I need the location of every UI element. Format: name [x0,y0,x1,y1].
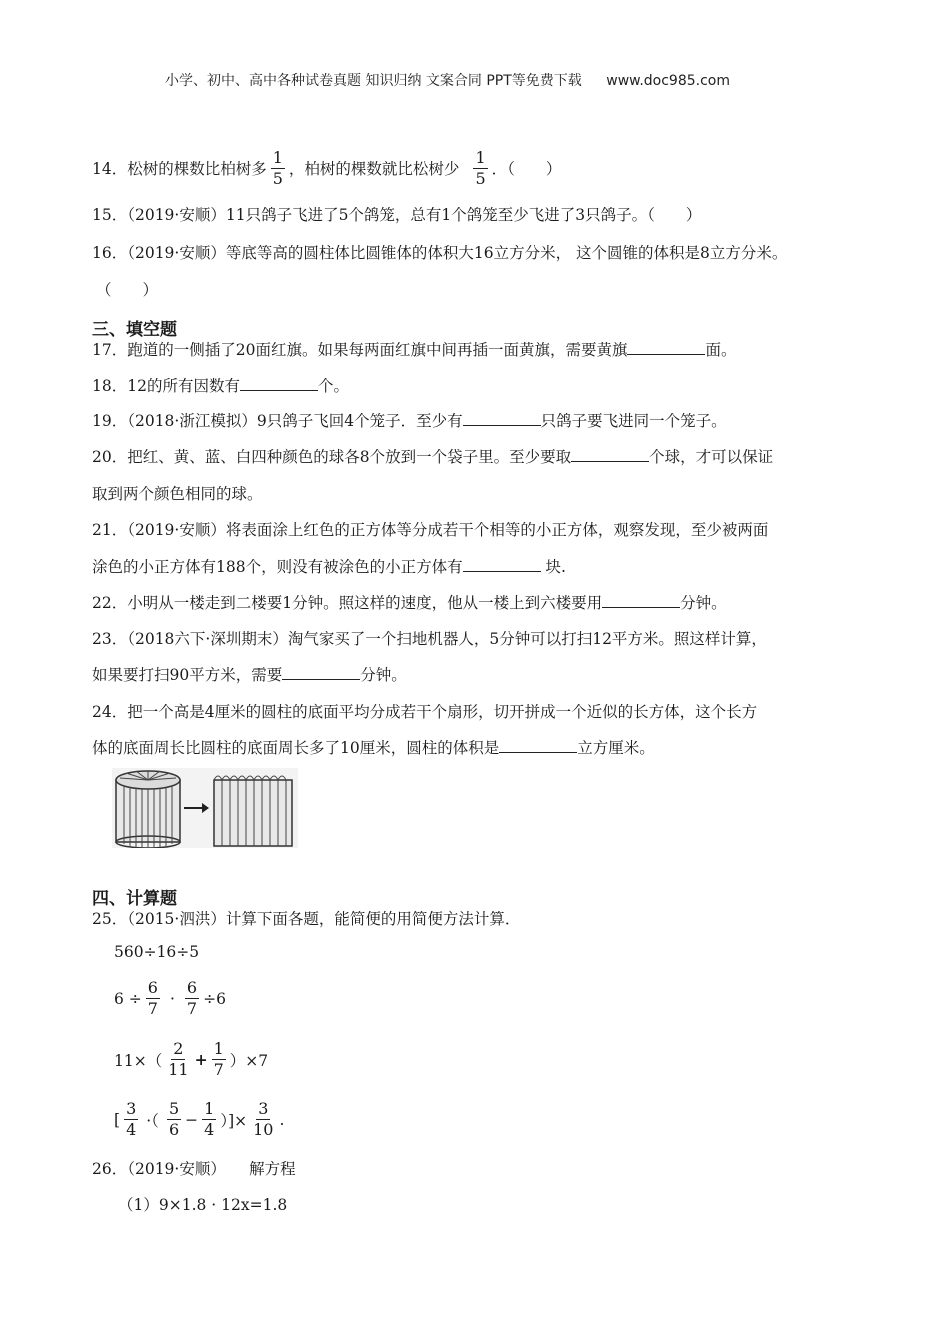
calc-expression-3: 11×（ $\frac{2}{11}$ + $\frac{1}{7}$ ）×7 [114,1039,269,1079]
question-14 [92,148,561,189]
header-text: 小学、初中、高中各种试卷真题 知识归纳 文案合同 PPT等免费下载 [165,73,582,89]
answer-blank[interactable] [463,557,541,572]
cylinder-to-cuboid-image [112,768,298,848]
answer-blank[interactable] [499,738,577,753]
fraction: $\frac{3}{10}$ [253,1099,274,1139]
question-16-answer: （ ） [96,281,159,299]
question-16: 16．（2019·安顺）等底等高的圆柱体比圆锥体的体积大16立方分米， 这个圆锥的体积是8立方分米。 [92,244,788,262]
answer-blank[interactable] [463,411,541,426]
fraction: $\frac{1}{4}$ [204,1099,215,1139]
question-24-line2: 体的底面周长比圆柱的底面周长多了10厘米，圆柱的体积是 立方厘米。 [92,739,655,757]
answer-blank[interactable] [282,665,360,680]
fraction: $\frac{2}{11}$ [168,1039,189,1079]
question-26: 26．（2019·安顺） 解方程 [92,1160,296,1178]
answer-blank[interactable] [627,340,705,355]
answer-blank[interactable] [240,376,318,391]
q14-text-b: ，柏树的棵数就比松树少 [288,159,460,178]
question-21-line2: 涂色的小正方体有188个，则没有被涂色的小正方体有 块. [92,558,566,576]
question-15: 15．（2019·安顺）11只鸽子飞进了5个鸽笼，总有1个鸽笼至少飞进了3只鸽子。（ ） [92,206,702,224]
fraction: $\frac{1}{5}$ [475,148,486,188]
question-20-line2: 取到两个颜色相同的球。 [92,485,263,503]
calc-expression-2: 6 ÷ $\frac{6}{7}$ · $\frac{6}{7}$ ÷6 [114,978,226,1018]
calc-expression-1: 560÷16÷5 [114,943,200,961]
header-url: www.doc985.com [606,73,730,89]
answer-blank[interactable] [602,593,680,608]
question-26-part-1: （1）9×1.8 · 12x=1.8 [118,1196,288,1214]
section-heading: 三、填空题 [92,320,177,340]
question-22: 22．小明从一楼走到二楼要1分钟。照这样的速度，他从一楼上到六楼要用 分钟。 [92,594,727,612]
fraction: $\frac{1}{5}$ [272,148,283,188]
calc-expression-4: [ $\frac{3}{4}$ ·（ $\frac{5}{6}$ − $\frac{1}{4}$ ）]× $\frac{3}{10}$ . [114,1099,285,1139]
fraction: $\frac{1}{7}$ [213,1039,224,1079]
question-23: 23．（2018六下·深圳期末）淘气家买了一个扫地机器人，5分钟可以打扫12平方米。照这样计算， [92,630,767,648]
question-18: 18．12的所有因数有 个。 [92,377,349,395]
question-19: 19．（2018·浙江模拟）9只鸽子飞回4个笼子．至少有 只鸽子要飞进同一个笼子。 [92,412,727,430]
q14-text-c: ．（ ） [491,159,562,178]
question-21: 21．（2019·安顺）将表面涂上红色的正方体等分成若干个相等的小正方体，观察发现，至少被两面 [92,521,769,539]
fraction: $\frac{6}{7}$ [147,978,158,1018]
answer-blank[interactable] [571,447,649,462]
q14-text-a: 14．松树的棵数比柏树多 [92,159,267,178]
question-24: 24．把一个高是4厘米的圆柱的底面平均分成若干个扇形，切开拼成一个近似的长方体，这个长方 [92,703,758,721]
question-25: 25．（2015·泗洪）计算下面各题，能简便的用简便方法计算． [92,910,521,928]
question-17: 17．跑道的一侧插了20面红旗。如果每两面红旗中间再插一面黄旗，需要黄旗 面。 [92,341,737,359]
question-20: 20．把红、黄、蓝、白四种颜色的球各8个放到一个袋子里。至少要取 个球，才可以保证 [92,448,774,466]
fraction: $\frac{3}{4}$ [126,1099,137,1139]
fraction: $\frac{6}{7}$ [186,978,198,1018]
question-23-line2: 如果要打扫90平方米，需要 分钟。 [92,666,407,684]
page-header [165,70,730,90]
section-heading: 四、计算题 [92,889,177,909]
fraction: $\frac{5}{6}$ [168,1099,180,1139]
